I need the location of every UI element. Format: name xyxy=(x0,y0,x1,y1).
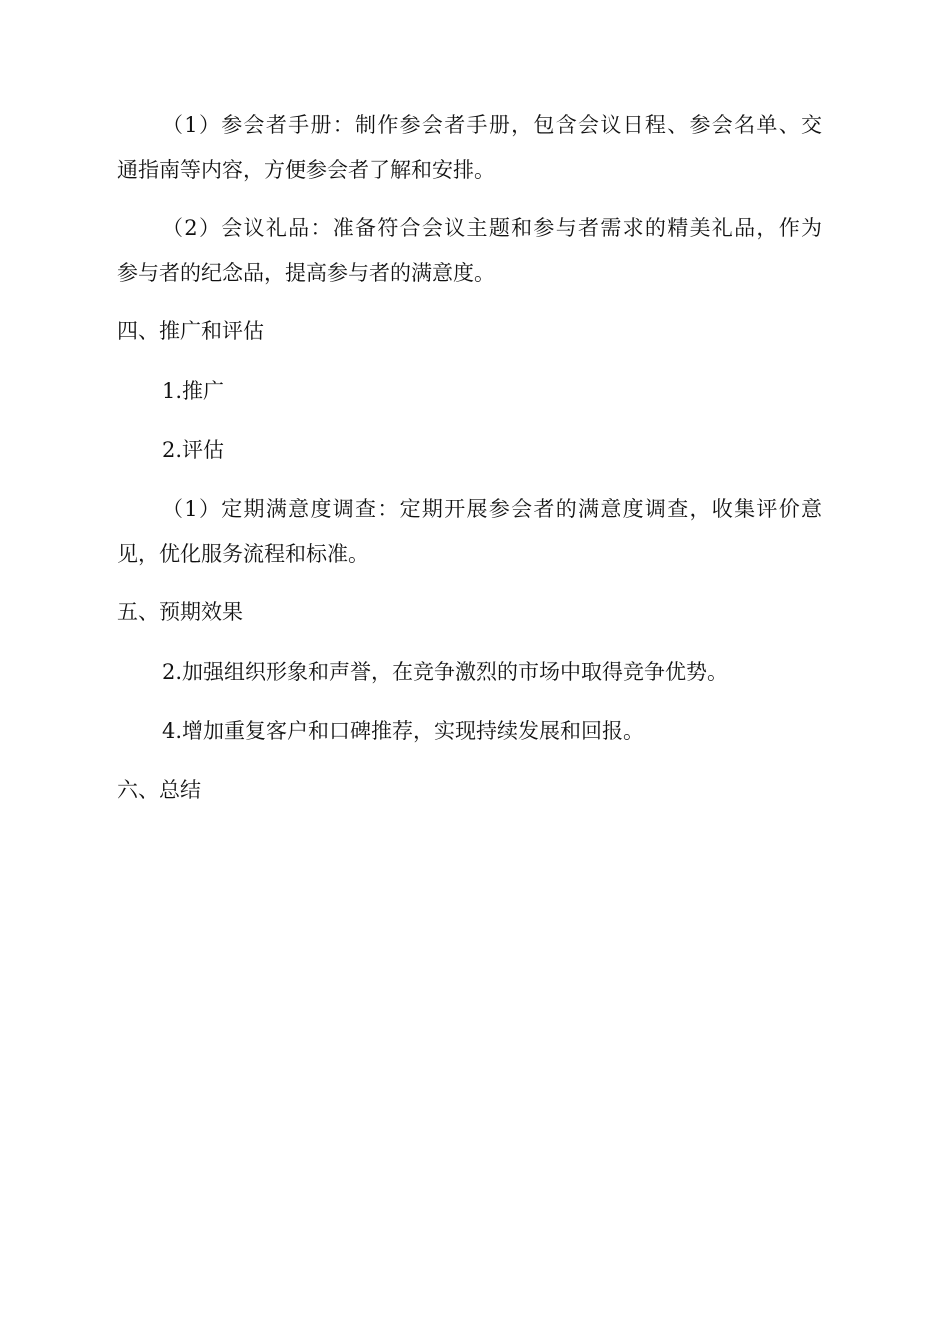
section-heading-promotion-evaluation: 四、推广和评估 xyxy=(117,319,264,343)
paragraph-participant-handbook-line-2: 通指南等内容，方便参会者了解和安排。 xyxy=(117,158,495,182)
expected-result-item-4: 4.增加重复客户和口碑推荐，实现持续发展和回报。 xyxy=(162,719,645,743)
subsection-evaluation: 2.评估 xyxy=(162,438,225,462)
section-heading-expected-results: 五、预期效果 xyxy=(117,600,243,624)
subsection-promotion: 1.推广 xyxy=(162,379,225,403)
paragraph-participant-handbook-line-1: （1）参会者手册：制作参会者手册，包含会议日程、参会名单、交 xyxy=(162,113,822,137)
paragraph-meeting-gifts-line-2: 参与者的纪念品，提高参与者的满意度。 xyxy=(117,261,495,285)
paragraph-satisfaction-survey-line-2: 见，优化服务流程和标准。 xyxy=(117,542,369,566)
paragraph-meeting-gifts-line-1: （2）会议礼品：准备符合会议主题和参与者需求的精美礼品，作为 xyxy=(162,216,822,240)
expected-result-item-2: 2.加强组织形象和声誉，在竞争激烈的市场中取得竞争优势。 xyxy=(162,660,729,684)
paragraph-satisfaction-survey-line-1: （1）定期满意度调查：定期开展参会者的满意度调查，收集评价意 xyxy=(162,497,822,521)
section-heading-summary: 六、总结 xyxy=(117,778,201,802)
